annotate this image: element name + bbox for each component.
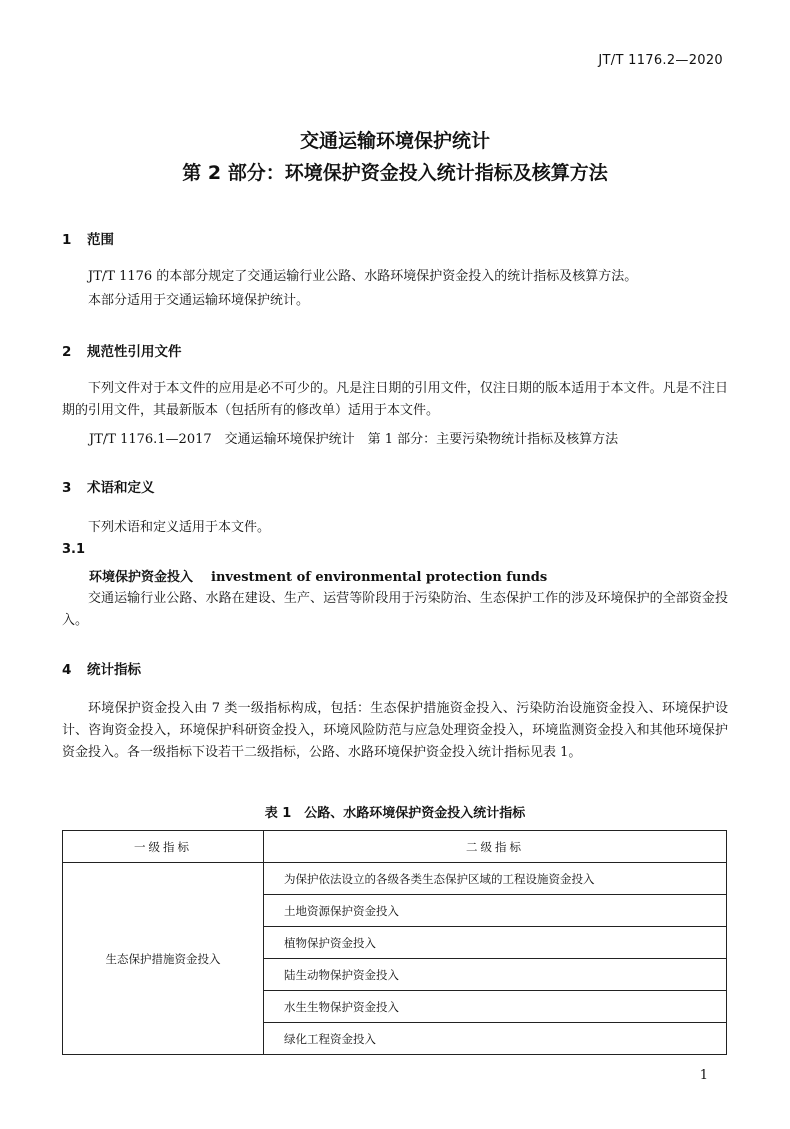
term-entry [89,566,547,585]
section-1-number: 1 [62,232,72,248]
section-2-number: 2 [62,344,72,360]
section-4-para1: 环境保护资金投入由 7 类一级指标构成，包括：生态保护措施资金投入、污染防治设施资金投入、环境保护设计、咨询资金投入，环境保护科研资金投入，环境风险防范与应急处理资金投入，环境监测资金投入和其他环境保护资金投入。各一级指标下设若干二级指标，公路、水路环境保护资金投入统计指标见表 1。 [62,701,728,760]
section-4-heading [62,658,141,678]
term-english: investment of environmental protection funds [211,570,548,585]
table-cell-level2: 植物保护资金投入 [264,927,727,959]
subsection-3-1-number: 3.1 [62,542,86,557]
table-row [63,863,727,895]
term-chinese: 环境保护资金投入 [89,570,194,585]
page-number: 1 [699,1068,708,1083]
section-3-number: 3 [62,480,72,496]
table-caption: 表 1 公路、水路环境保护资金投入统计指标 [264,806,526,821]
section-1-title: 范围 [87,232,114,248]
section-3-para1: 下列术语和定义适用于本文件。 [88,520,271,535]
table-cell-level2: 土地资源保护资金投入 [264,895,727,927]
section-2-heading [62,340,182,360]
section-1-para1: JT/T 1176 的本部分规定了交通运输行业公路、水路环境保护资金投入的统计指标及核算方法。 [88,269,638,284]
table-cell-level2: 绿化工程资金投入 [264,1023,727,1055]
section-3-heading [62,476,155,496]
standard-code: JT/T 1176.2—2020 [598,53,723,68]
table-cell-level1: 生态保护措施资金投入 [63,863,264,1055]
section-2-para1: 下列文件对于本文件的应用是必不可少的。凡是注日期的引用文件，仅注日期的版本适用于本文件。凡是不注日期的引用文件，其最新版本（包括所有的修改单）适用于本文件。 [62,381,728,418]
table-header-row [63,831,727,863]
section-2-reference: JT/T 1176.1—2017 交通运输环境保护统计 第 1 部分：主要污染物统计指标及核算方法 [89,432,619,447]
table-header-level1: 一级指标 [63,831,264,863]
document-title-line1: 交通运输环境保护统计 [299,130,490,152]
table-cell-level2: 为保护依法设立的各级各类生态保护区域的工程设施资金投入 [264,863,727,895]
table-cell-level2: 陆生动物保护资金投入 [264,959,727,991]
section-2-title: 规范性引用文件 [87,344,182,360]
section-4-title: 统计指标 [87,662,141,678]
term-definition: 交通运输行业公路、水路在建设、生产、运营等阶段用于污染防治、生态保护工作的涉及环境保护的全部资金投入。 [62,591,728,628]
table-cell-level2: 水生生物保护资金投入 [264,991,727,1023]
table-header-level2: 二级指标 [264,831,727,863]
section-4-number: 4 [62,662,72,678]
section-3-title: 术语和定义 [87,480,155,496]
indicator-table [62,830,727,1055]
section-1-para2: 本部分适用于交通运输环境保护统计。 [88,293,310,308]
section-1-heading [62,228,114,248]
document-title-line2: 第 2 部分：环境保护资金投入统计指标及核算方法 [182,162,608,184]
